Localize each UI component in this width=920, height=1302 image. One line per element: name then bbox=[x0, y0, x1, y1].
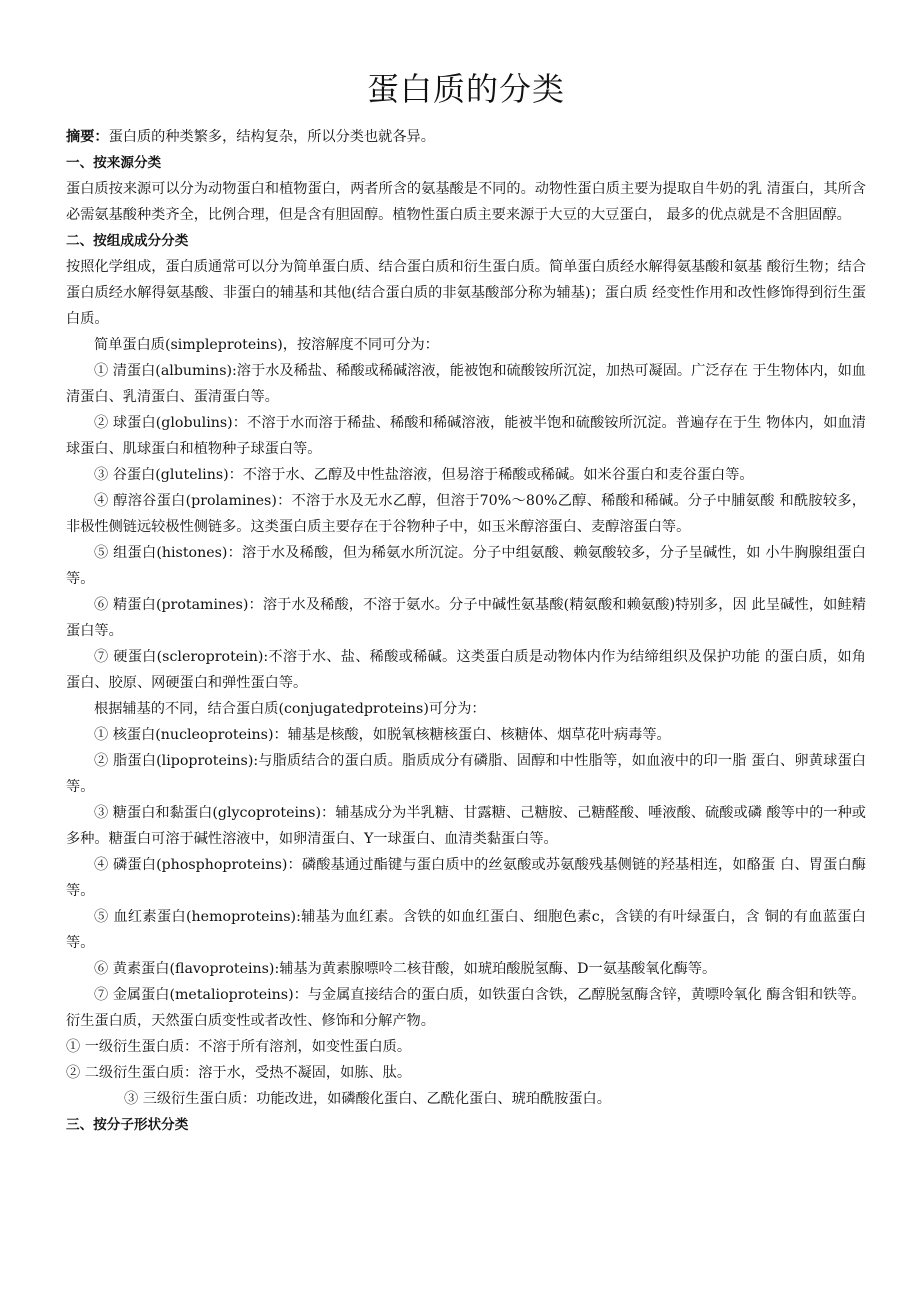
document-body bbox=[66, 124, 866, 1138]
list-item: ③ 糖蛋白和黏蛋白(glycoproteins)：辅基成分为半乳糖、甘露糖、己糖胺、己糖醛酸、唾液酸、硫酸或磷 酸等中的一种或多种。糖蛋白可溶于碱性溶液中，如卵清蛋白、Y一球蛋白、血清类黏蛋白等。 bbox=[66, 805, 866, 847]
list-item: ④ 醇溶谷蛋白(prolamines)：不溶于水及无水乙醇，但溶于70%～80%乙醇、稀酸和稀碱。分子中脯氨酸 和酰胺较多，非极性侧链远较极性侧链多。这类蛋白质主要存在于谷物种子中，如玉米醇溶蛋白、麦醇溶蛋白等。 bbox=[66, 493, 866, 535]
page-title: 蛋白质的分类 bbox=[366, 70, 565, 108]
conjugated-proteins-intro: 根据辅基的不同，结合蛋白质(conjugatedproteins)可分为： bbox=[94, 701, 486, 717]
section-heading-source: 一、按来源分类 bbox=[66, 155, 162, 171]
section-text-source: 蛋白质按来源可以分为动物蛋白和植物蛋白，两者所含的氨基酸是不同的。动物性蛋白质主要为提取自牛奶的乳 清蛋白，其所含必需氨基酸种类齐全，比例合理，但是含有胆固醇。植物性蛋白质主要来源于大豆的大豆蛋白， 最多的优点就是不含胆固醇。 bbox=[66, 181, 866, 223]
list-item: ③ 谷蛋白(glutelins)：不溶于水、乙醇及中性盐溶液，但易溶于稀酸或稀碱。如米谷蛋白和麦谷蛋白等。 bbox=[94, 467, 754, 483]
abstract-label: 摘要： bbox=[66, 129, 109, 145]
list-item: ④ 磷蛋白(phosphoproteins)：磷酸基通过酯键与蛋白质中的丝氨酸或苏氨酸残基侧链的羟基相连，如酪蛋 白、胃蛋白酶等。 bbox=[66, 857, 866, 899]
list-item: ⑤ 血红素蛋白(hemoproteins):辅基为血红素。含铁的如血红蛋白、细胞色素c，含镁的有叶绿蛋白，含 铜的有血蓝蛋白等。 bbox=[66, 909, 866, 951]
abstract-text: 蛋白质的种类繁多，结构复杂，所以分类也就各异。 bbox=[108, 129, 435, 145]
list-item: ② 球蛋白(globulins)：不溶于水而溶于稀盐、稀酸和稀碱溶液，能被半饱和硫酸铵所沉淀。普遍存在于生 物体内，如血清球蛋白、肌球蛋白和植物种子球蛋白等。 bbox=[66, 415, 866, 457]
list-item: ① 核蛋白(nucleoproteins)：辅基是核酸，如脱氧核糖核蛋白、核糖体、烟草花叶病毒等。 bbox=[94, 727, 671, 743]
simple-proteins-intro: 简单蛋白质(simpleproteins)，按溶解度不同可分为： bbox=[94, 337, 439, 353]
list-item: ③ 三级衍生蛋白质：功能改进，如磷酸化蛋白、乙酰化蛋白、琥珀酰胺蛋白。 bbox=[124, 1091, 611, 1107]
list-item: ① 清蛋白(albumins):溶于水及稀盐、稀酸或稀碱溶液，能被饱和硫酸铵所沉淀，加热可凝固。广泛存在 于生物体内，如血清蛋白、乳清蛋白、蛋清蛋白等。 bbox=[66, 363, 866, 405]
abstract bbox=[66, 124, 866, 150]
list-item: ⑥ 黄素蛋白(flavoproteins):辅基为黄素腺嘌呤二核苷酸，如琥珀酸脱氢酶、D一氨基酸氧化酶等。 bbox=[94, 961, 717, 977]
list-item: ⑥ 精蛋白(protamines)：溶于水及稀酸，不溶于氨水。分子中碱性氨基酸(精氨酸和赖氨酸)特别多，因 此呈碱性，如鲑精蛋白等。 bbox=[66, 597, 866, 639]
list-item: ① 一级衍生蛋白质：不溶于所有溶剂，如变性蛋白质。 bbox=[66, 1039, 412, 1055]
list-item: ② 脂蛋白(lipoproteins):与脂质结合的蛋白质。脂质成分有磷脂、固醇和中性脂等，如血液中的印一脂 蛋白、卵黄球蛋白等。 bbox=[66, 753, 866, 795]
section-heading-shape: 三、按分子形状分类 bbox=[66, 1117, 189, 1133]
derived-proteins-intro: 衍生蛋白质，天然蛋白质变性或者改性、修饰和分解产物。 bbox=[66, 1013, 435, 1029]
list-item: ② 二级衍生蛋白质：溶于水，受热不凝固，如胨、肽。 bbox=[66, 1065, 412, 1081]
list-item: ⑦ 金属蛋白(metalioproteins)：与金属直接结合的蛋白质，如铁蛋白含铁，乙醇脱氢酶含锌，黄嘌呤氧化 酶含钼和铁等。 bbox=[94, 987, 866, 1003]
list-item: ⑦ 硬蛋白(scleroprotein):不溶于水、盐、稀酸或稀碱。这类蛋白质是动物体内作为结缔组织及保护功能 的蛋白质，如角蛋白、胶原、网硬蛋白和弹性蛋白等。 bbox=[66, 649, 866, 691]
section-text-composition: 按照化学组成，蛋白质通常可以分为简单蛋白质、结合蛋白质和衍生蛋白质。简单蛋白质经水解得氨基酸和氨基 酸衍生物；结合蛋白质经水解得氨基酸、非蛋白的辅基和其他(结合蛋白质的非氨基酸部分称为辅基)；蛋白质 经变性作用和改性修饰得到衍生蛋白质。 bbox=[66, 259, 866, 327]
section-heading-composition: 二、按组成成分分类 bbox=[66, 233, 189, 249]
list-item: ⑤ 组蛋白(histones)：溶于水及稀酸，但为稀氨水所沉淀。分子中组氨酸、赖氨酸较多，分子呈碱性，如 小牛胸腺组蛋白等。 bbox=[66, 545, 866, 587]
